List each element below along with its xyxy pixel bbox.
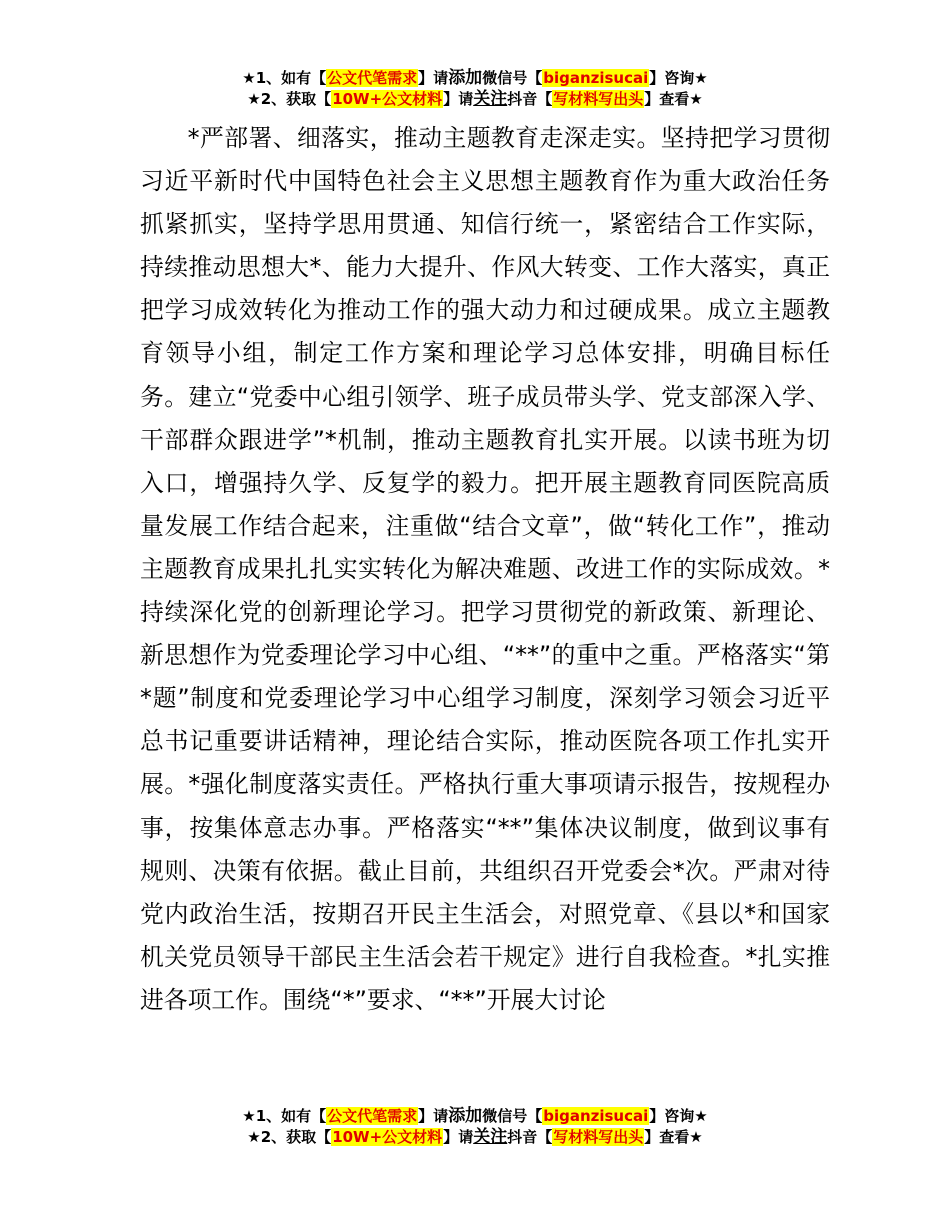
banner-emphasis: 添加	[448, 68, 483, 88]
highlight-wechat-id: biganzisucai	[543, 1107, 649, 1125]
footer-banner	[0, 1106, 950, 1148]
banner-text: ★1、如有【	[242, 1107, 327, 1125]
highlight-service: 公文代笔需求	[327, 1107, 418, 1125]
highlight-materials: 10W+公文材料	[332, 90, 443, 108]
highlight-douyin-account: 写材料写出头	[553, 1128, 644, 1146]
banner-line-2	[0, 89, 950, 110]
banner-text: 】请	[418, 1107, 449, 1125]
banner-line-1	[0, 1106, 950, 1127]
banner-text: 】请	[443, 90, 474, 108]
banner-emphasis: 关注	[473, 1127, 508, 1147]
banner-text: ★2、获取【	[247, 90, 332, 108]
banner-text: 微信号【	[482, 69, 543, 87]
banner-text: 】查看★	[644, 90, 703, 108]
header-banner	[0, 68, 950, 110]
banner-text: ★2、获取【	[247, 1128, 332, 1146]
highlight-service: 公文代笔需求	[327, 69, 418, 87]
banner-text: 】请	[418, 69, 449, 87]
banner-emphasis: 添加	[448, 1106, 483, 1126]
banner-line-1	[0, 68, 950, 89]
highlight-douyin-account: 写材料写出头	[553, 90, 644, 108]
banner-text: 抖音【	[507, 1128, 553, 1146]
highlight-wechat-id: biganzisucai	[543, 69, 649, 87]
highlight-materials: 10W+公文材料	[332, 1128, 443, 1146]
body-paragraph: *严部署、细落实，推动主题教育走深走实。坚持把学习贯彻习近平新时代中国特色社会主义思想主题教育作为重大政治任务抓紧抓实，坚持学思用贯通、知信行统一，紧密结合工作实际，持续推动思想大*、能力大提升、作风大转变、工作大落实，真正把学习成效转化为推动工作的强大动力和过硬成果。成立主题教育领导小组，制定工作方案和理论学习总体安排，明确目标任务。建立“党委中心组引领学、班子成员带头学、党支部深入学、干部群众跟进学”*机制，推动主题教育扎实开展。以读书班为切入口，增强持久学、反复学的毅力。把开展主题教育同医院高质量发展工作结合起来，注重做“结合文章”，做“转化工作”，推动主题教育成果扎扎实实转化为解决难题、改进工作的实际成效。*持续深化党的创新理论学习。把学习贯彻党的新政策、新理论、新思想作为党委理论学习中心组、“**”的重中之重。严格落实“第*题”制度和党委理论学习中心组学习制度，深刻学习领会习近平总书记重要讲话精神，理论结合实际，推动医院各项工作扎实开展。*强化制度落实责任。严格执行重大事项请示报告，按规程办事，按集体意志办事。严格落实“**”集体决议制度，做到议事有规则、决策有依据。截止目前，共组织召开党委会*次。严肃对待党内政治生活，按期召开民主生活会，对照党章、《县以*和国家机关党员领导干部民主生活会若干规定》进行自我检查。*扎实推进各项工作。围绕“*”要求、“**”开展大讨论	[140, 124, 830, 1014]
banner-text: ★1、如有【	[242, 69, 327, 87]
banner-line-2	[0, 1127, 950, 1148]
banner-text: 】查看★	[644, 1128, 703, 1146]
banner-text: 】请	[443, 1128, 474, 1146]
banner-text: 抖音【	[507, 90, 553, 108]
banner-emphasis: 关注	[473, 89, 508, 109]
banner-text: 】咨询★	[649, 69, 708, 87]
banner-text: 】咨询★	[649, 1107, 708, 1125]
banner-text: 微信号【	[482, 1107, 543, 1125]
